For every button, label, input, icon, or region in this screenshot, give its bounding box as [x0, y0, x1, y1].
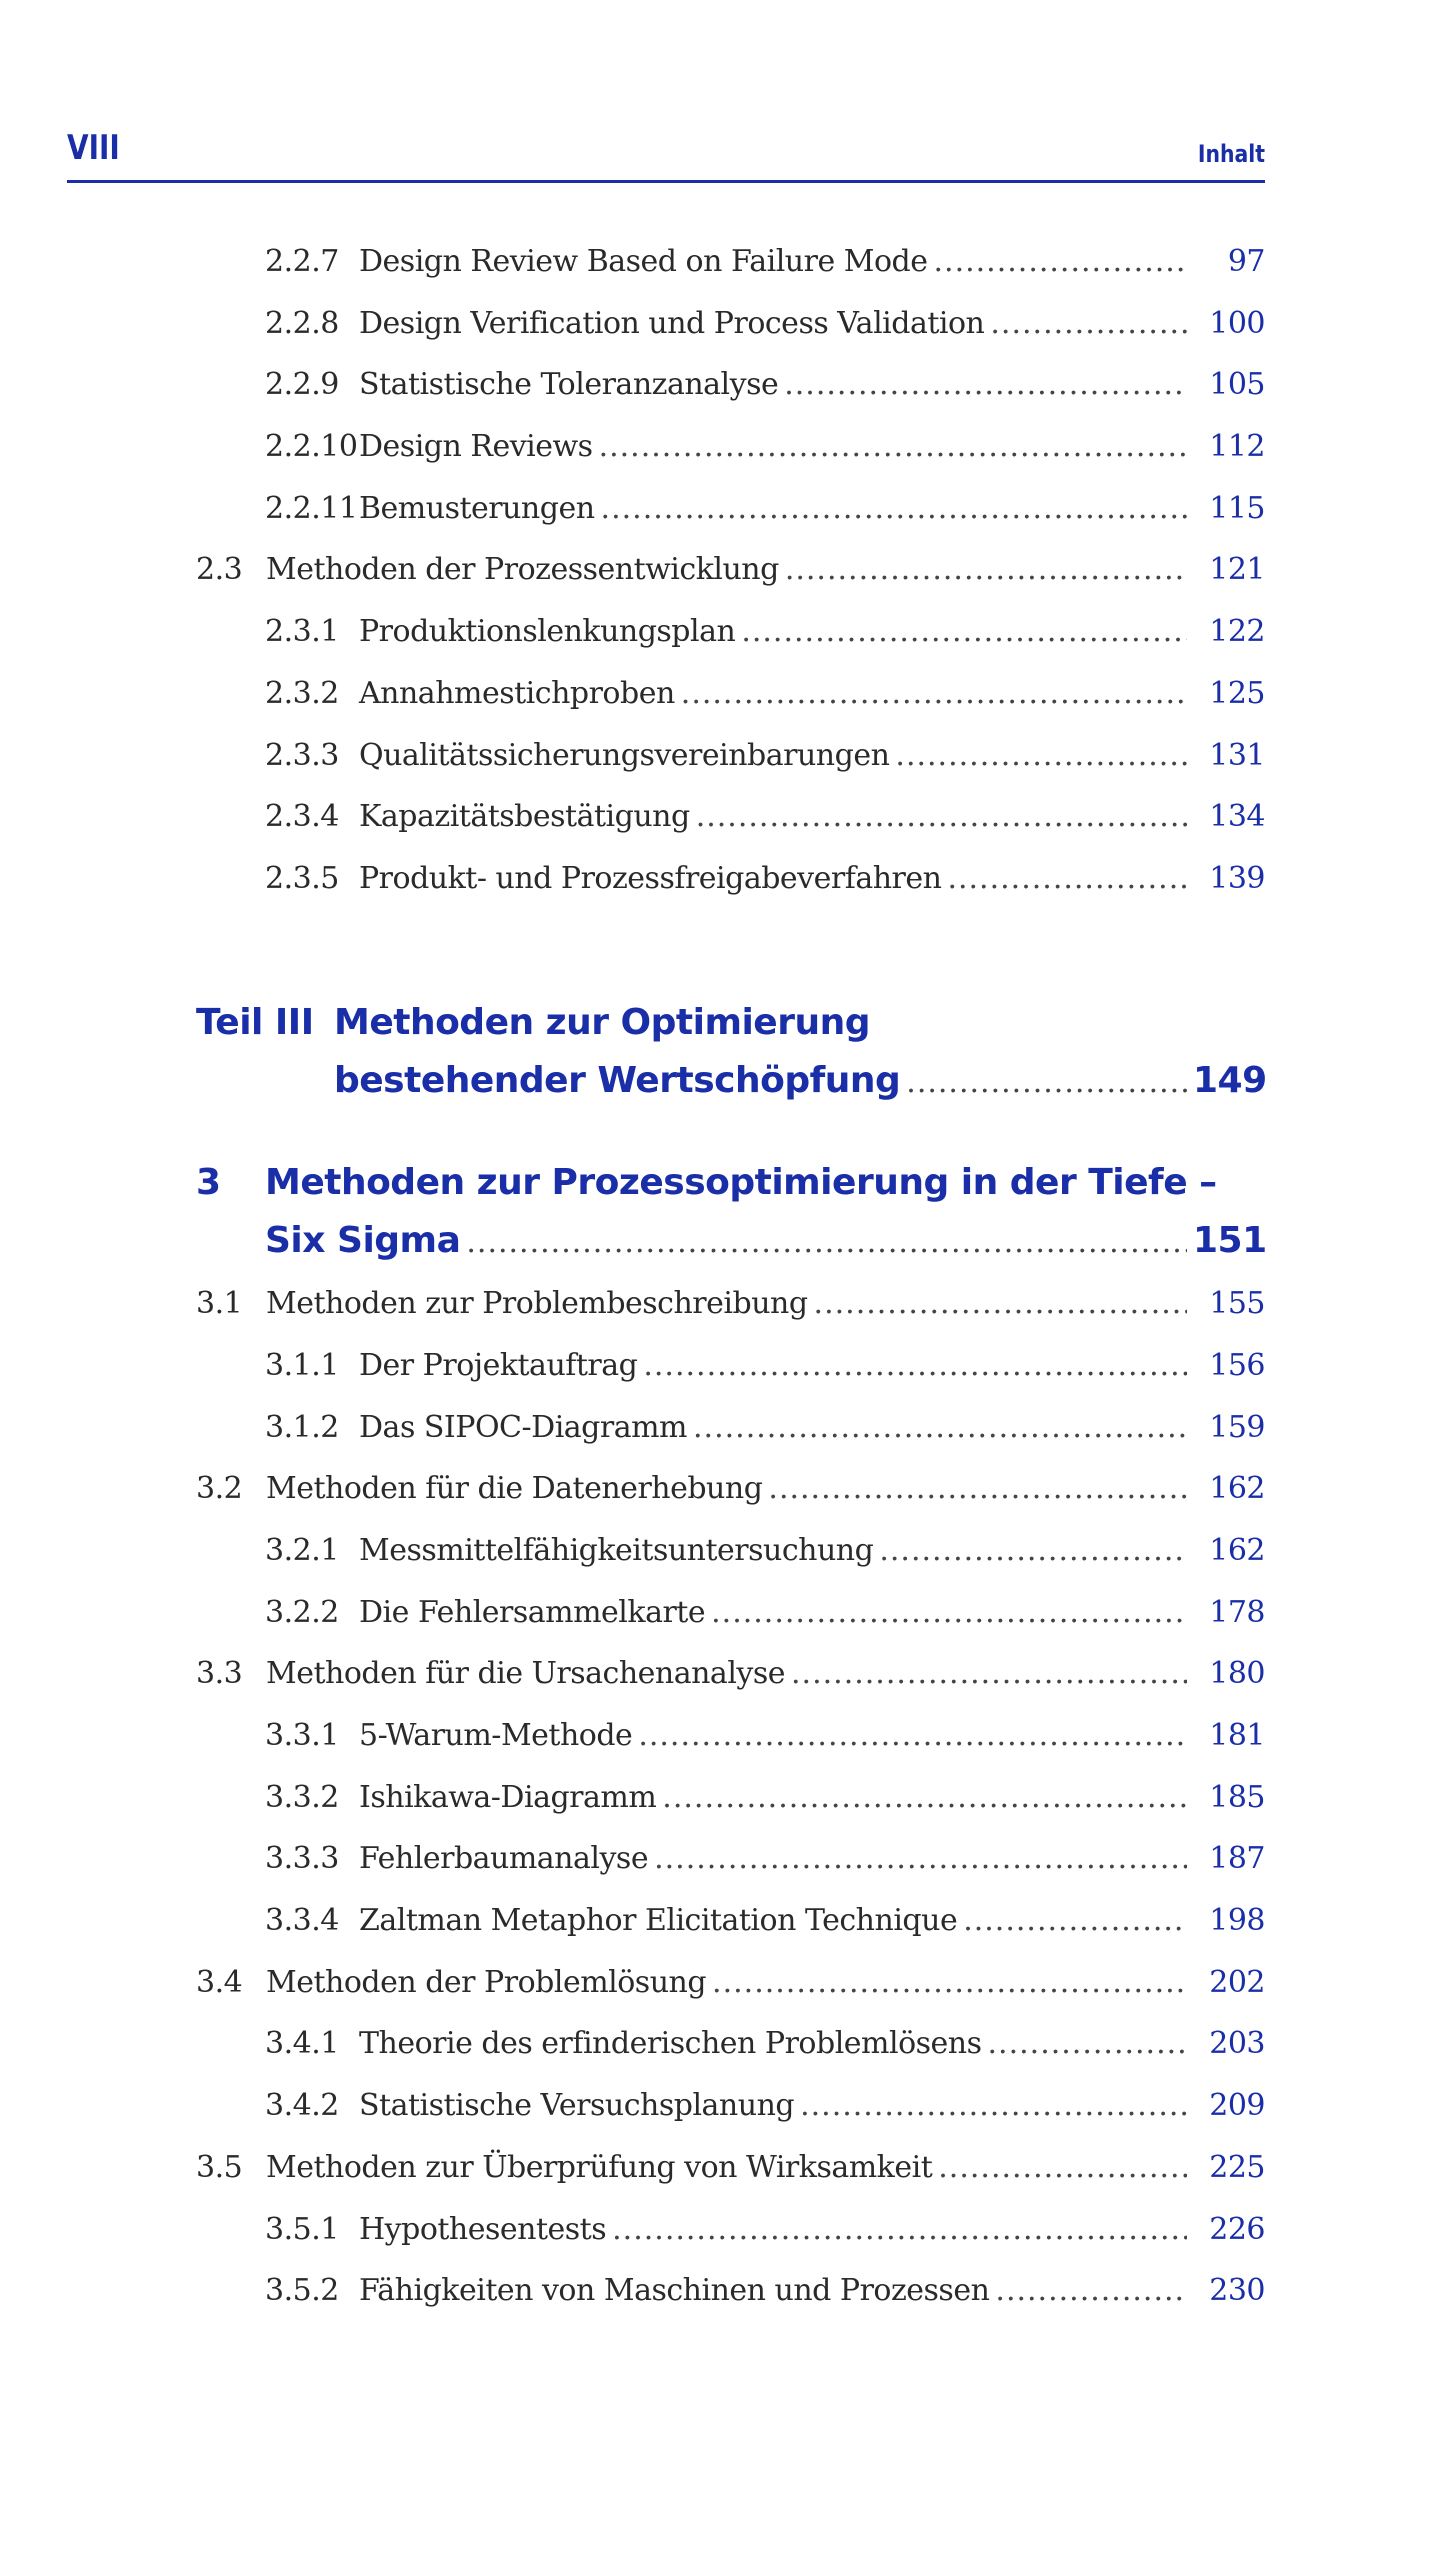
part-title-line2-row — [334, 1060, 1265, 1101]
toc-entry-title: Die Fehlersammelkarte — [359, 1595, 706, 1630]
toc-entry-page: 122 — [1209, 614, 1265, 649]
toc-entry-number: 2.2.7 — [265, 244, 339, 279]
toc-leader-dots — [784, 367, 1187, 402]
toc-leader-dots — [814, 1286, 1187, 1321]
toc-entry-number: 3.1.2 — [265, 1410, 339, 1445]
toc-entry-number: 3.5.2 — [265, 2273, 339, 2308]
toc-leader-dots — [712, 1965, 1187, 2000]
toc-entry-page: 131 — [1209, 738, 1265, 773]
toc-entry-page: 115 — [1209, 491, 1265, 526]
toc-leader-dots — [938, 2150, 1187, 2185]
toc-entry[interactable] — [196, 1471, 1265, 1515]
toc-leader-dots — [768, 1471, 1187, 1506]
toc-leader-dots — [601, 491, 1187, 526]
part-title-line1: Methoden zur Optimierung — [334, 1002, 870, 1043]
toc-entry-number: 3.4 — [196, 1965, 243, 2000]
toc-entry[interactable] — [265, 2088, 1265, 2132]
toc-entry-number: 3.1.1 — [265, 1348, 339, 1383]
toc-leader-dots — [612, 2212, 1187, 2247]
toc-entry-title: Das SIPOC-Diagramm — [359, 1410, 688, 1445]
toc-entry[interactable] — [265, 1903, 1265, 1947]
toc-leader-dots — [879, 1533, 1187, 1568]
toc-entry-title: Bemusterungen — [359, 491, 595, 526]
toc-entry-number: 3.2.2 — [265, 1595, 339, 1630]
toc-leader-dots — [963, 1903, 1187, 1938]
toc-entry[interactable] — [265, 367, 1265, 411]
chapter-title-line2-row — [265, 1220, 1265, 1261]
toc-entry-number: 3.3.2 — [265, 1780, 339, 1815]
toc-leader-dots — [696, 799, 1187, 834]
toc-leader-dots — [800, 2088, 1187, 2123]
toc-entry[interactable] — [196, 1286, 1265, 1330]
toc-entry-page: 185 — [1209, 1780, 1265, 1815]
header-page-number: VIII — [67, 128, 120, 168]
toc-entry-title: Methoden der Problemlösung — [266, 1965, 707, 2000]
chapter-page: 151 — [1193, 1220, 1267, 1261]
toc-entry-page: 156 — [1209, 1348, 1265, 1383]
toc-entry-title: Design Reviews — [359, 429, 593, 464]
toc-entry-number: 2.3.4 — [265, 799, 339, 834]
toc-entry-title: Messmittelfähigkeitsuntersuchung — [359, 1533, 874, 1568]
toc-leader-dots — [934, 244, 1188, 279]
chapter-title-line2: Six Sigma — [265, 1220, 461, 1261]
toc-entry-number: 2.3.5 — [265, 861, 339, 896]
toc-entry[interactable] — [265, 1348, 1265, 1392]
toc-entry[interactable] — [265, 614, 1265, 658]
toc-entry-title: Produkt- und Prozessfreigabeverfahren — [359, 861, 942, 896]
toc-entry-number: 3.3.4 — [265, 1903, 339, 1938]
part-title-line2: bestehender Wertschöpfung — [334, 1060, 901, 1101]
toc-entry[interactable] — [265, 306, 1265, 350]
toc-entry[interactable] — [265, 738, 1265, 782]
toc-entry-number: 2.3.1 — [265, 614, 339, 649]
toc-entry[interactable] — [265, 676, 1265, 720]
toc-entry-title: Methoden für die Datenerhebung — [266, 1471, 763, 1506]
toc-entry[interactable] — [265, 1841, 1265, 1885]
toc-entry[interactable] — [265, 2212, 1265, 2256]
toc-entry[interactable] — [265, 799, 1265, 843]
toc-entry-title: Methoden zur Überprüfung von Wirksamkeit — [266, 2150, 933, 2185]
toc-entry-title: Methoden zur Problembeschreibung — [266, 1286, 808, 1321]
toc-entry-number: 3.4.2 — [265, 2088, 339, 2123]
toc-entry-title: Zaltman Metaphor Elicitation Technique — [359, 1903, 958, 1938]
header-rule — [67, 180, 1265, 183]
toc-entry-number: 3.2.1 — [265, 1533, 339, 1568]
toc-leader-dots — [988, 2026, 1187, 2061]
toc-entry-page: 187 — [1209, 1841, 1265, 1876]
toc-entry[interactable] — [265, 244, 1265, 288]
toc-entry-page: 209 — [1209, 2088, 1265, 2123]
toc-entry-number: 3.1 — [196, 1286, 243, 1321]
toc-entry-title: Kapazitätsbestätigung — [359, 799, 690, 834]
toc-entry-page: 230 — [1209, 2273, 1265, 2308]
toc-entry-number: 2.2.11 — [265, 491, 358, 526]
toc-leader-dots — [466, 1225, 1187, 1260]
toc-leader-dots — [947, 861, 1187, 896]
toc-entry-title: Methoden der Prozessentwicklung — [266, 552, 779, 587]
chapter-title-line1: Methoden zur Prozessoptimierung in der Tiefe – — [265, 1162, 1217, 1203]
toc-entry-number: 3.3 — [196, 1656, 243, 1691]
toc-leader-dots — [662, 1780, 1187, 1815]
toc-entry-page: 97 — [1227, 244, 1265, 279]
toc-entry-title: Ishikawa-Diagramm — [359, 1780, 657, 1815]
toc-entry-title: Produktionslenkungsplan — [359, 614, 736, 649]
header-section-title: Inhalt — [1197, 140, 1265, 168]
toc-entry-title: Der Projektauftrag — [359, 1348, 638, 1383]
toc-entry-page: 198 — [1209, 1903, 1265, 1938]
toc-entry[interactable] — [265, 429, 1265, 473]
toc-entry-number: 2.3 — [196, 552, 243, 587]
toc-entry-page: 139 — [1209, 861, 1265, 896]
toc-entry-number: 2.3.2 — [265, 676, 339, 711]
toc-entry-number: 3.2 — [196, 1471, 243, 1506]
toc-leader-dots — [785, 552, 1187, 587]
toc-entry-number: 3.5 — [196, 2150, 243, 2185]
toc-entry-number: 2.2.10 — [265, 429, 358, 464]
toc-entry[interactable] — [196, 552, 1265, 596]
toc-entry-title: 5-Warum-Methode — [359, 1718, 633, 1753]
part-page: 149 — [1193, 1060, 1267, 1101]
toc-entry[interactable] — [196, 1965, 1265, 2009]
toc-leader-dots — [741, 614, 1187, 649]
toc-entry-title: Statistische Toleranzanalyse — [359, 367, 779, 402]
toc-entry-title: Theorie des erfinderischen Problemlösens — [359, 2026, 982, 2061]
toc-entry[interactable] — [265, 861, 1265, 905]
toc-entry-number: 2.3.3 — [265, 738, 339, 773]
toc-entry-title: Statistische Versuchsplanung — [359, 2088, 795, 2123]
toc-leader-dots — [791, 1656, 1187, 1691]
toc-entry[interactable] — [265, 1780, 1265, 1824]
toc-entry-number: 3.5.1 — [265, 2212, 339, 2247]
toc-entry-page: 180 — [1209, 1656, 1265, 1691]
toc-entry-number: 2.2.9 — [265, 367, 339, 402]
toc-entry[interactable] — [265, 2026, 1265, 2070]
toc-leader-dots — [990, 306, 1187, 341]
toc-leader-dots — [906, 1065, 1187, 1100]
toc-leader-dots — [681, 676, 1187, 711]
toc-entry-title: Fehlerbaumanalyse — [359, 1841, 649, 1876]
toc-entry-page: 181 — [1209, 1718, 1265, 1753]
toc-entry[interactable] — [265, 2273, 1265, 2317]
toc-entry-page: 159 — [1209, 1410, 1265, 1445]
toc-leader-dots — [995, 2273, 1187, 2308]
toc-entry[interactable] — [265, 1718, 1265, 1762]
toc-entry-number: 3.3.1 — [265, 1718, 339, 1753]
toc-leader-dots — [711, 1595, 1187, 1630]
toc-entry-page: 105 — [1209, 367, 1265, 402]
toc-leader-dots — [599, 429, 1187, 464]
toc-entry-number: 3.4.1 — [265, 2026, 339, 2061]
toc-entry[interactable] — [265, 1595, 1265, 1639]
toc-entry-page: 155 — [1209, 1286, 1265, 1321]
toc-entry-title: Design Verification und Process Validation — [359, 306, 985, 341]
toc-entry-page: 225 — [1209, 2150, 1265, 2185]
part-number: Teil III — [196, 1002, 314, 1043]
toc-entry[interactable] — [196, 1656, 1265, 1700]
toc-entry-page: 134 — [1209, 799, 1265, 834]
toc-entry[interactable] — [265, 1410, 1265, 1454]
toc-entry-page: 162 — [1209, 1471, 1265, 1506]
toc-leader-dots — [638, 1718, 1187, 1753]
toc-entry-page: 112 — [1209, 429, 1265, 464]
toc-entry-title: Methoden für die Ursachenanalyse — [266, 1656, 786, 1691]
toc-entry[interactable] — [265, 491, 1265, 535]
chapter-number: 3 — [196, 1162, 221, 1203]
toc-leader-dots — [643, 1348, 1187, 1383]
toc-entry-title: Annahmestichproben — [359, 676, 675, 711]
toc-entry-page: 178 — [1209, 1595, 1265, 1630]
toc-entry-page: 162 — [1209, 1533, 1265, 1568]
toc-leader-dots — [654, 1841, 1187, 1876]
toc-entry[interactable] — [265, 1533, 1265, 1577]
toc-entry-page: 100 — [1209, 306, 1265, 341]
toc-entry-number: 2.2.8 — [265, 306, 339, 341]
toc-entry-page: 202 — [1209, 1965, 1265, 2000]
toc-entry-page: 125 — [1209, 676, 1265, 711]
toc-entry-page: 121 — [1209, 552, 1265, 587]
toc-leader-dots — [895, 738, 1187, 773]
toc-entry-title: Fähigkeiten von Maschinen und Prozessen — [359, 2273, 990, 2308]
toc-entry-page: 203 — [1209, 2026, 1265, 2061]
toc-entry-page: 226 — [1209, 2212, 1265, 2247]
toc-entry-title: Hypothesentests — [359, 2212, 607, 2247]
toc-entry-number: 3.3.3 — [265, 1841, 339, 1876]
toc-entry-title: Qualitätssicherungsvereinbarungen — [359, 738, 890, 773]
toc-leader-dots — [693, 1410, 1187, 1445]
toc-entry-title: Design Review Based on Failure Mode — [359, 244, 928, 279]
toc-entry[interactable] — [196, 2150, 1265, 2194]
